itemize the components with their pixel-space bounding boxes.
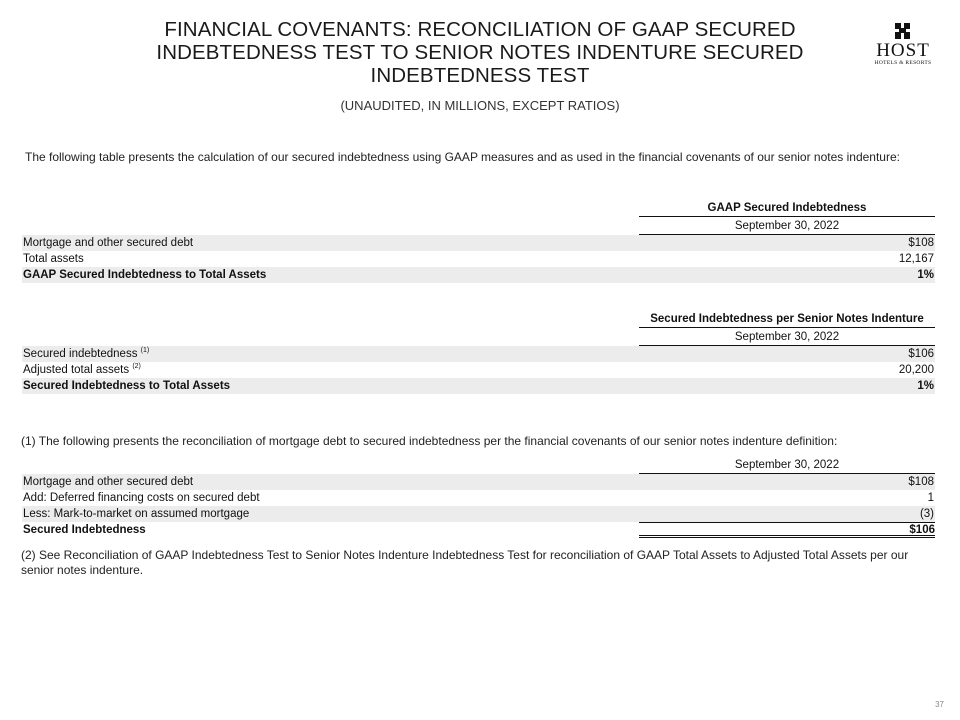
table-row bbox=[22, 474, 935, 490]
table-row bbox=[22, 506, 935, 522]
footnote-marker: (1) bbox=[140, 347, 150, 354]
footnote-1: (1) The following presents the reconciliation of mortgage debt to secured indebtedness per the financial covenants of our senior notes indenture definition: bbox=[21, 434, 838, 448]
gaap-secured-indebtedness-table bbox=[22, 200, 935, 283]
table-row bbox=[22, 378, 935, 394]
row-label: Secured indebtedness $^{(1)}$ bbox=[23, 347, 150, 360]
row-value: 1 bbox=[927, 492, 934, 504]
mortgage-reconciliation-table bbox=[22, 457, 935, 538]
row-value: $108 bbox=[908, 476, 934, 488]
recon-table-date: September 30, 2022 bbox=[639, 457, 935, 474]
row-label: Add: Deferred financing costs on secured debt bbox=[23, 492, 260, 504]
table-row bbox=[22, 362, 935, 378]
logo-wordmark: HOST bbox=[876, 40, 930, 61]
senior-table-heading: Secured Indebtedness per Senior Notes Indenture bbox=[639, 312, 935, 328]
row-value: $106 bbox=[639, 522, 935, 538]
row-value: 12,167 bbox=[898, 253, 934, 265]
row-label: Total assets bbox=[23, 253, 84, 265]
row-label: Less: Mark-to-market on assumed mortgage bbox=[23, 508, 250, 520]
table-row bbox=[22, 522, 935, 538]
table-row bbox=[22, 235, 935, 251]
table-row bbox=[22, 251, 935, 267]
page-subtitle: (UNAUDITED, IN MILLIONS, EXCEPT RATIOS) bbox=[340, 98, 620, 113]
row-label: Secured Indebtedness to Total Assets bbox=[23, 380, 231, 392]
row-label: GAAP Secured Indebtedness to Total Assets bbox=[23, 269, 267, 281]
row-value: 1% bbox=[917, 380, 934, 392]
footnote-2: (2) See Reconciliation of GAAP Indebtedness Test to Senior Notes Indenture Indebtedness Test for reconciliation of GAAP Total Assets to Adjusted Total Assets per our senior notes indenture. bbox=[21, 548, 909, 577]
row-label: Mortgage and other secured debt bbox=[23, 476, 194, 488]
row-value: (3) bbox=[919, 508, 934, 520]
row-value: 20,200 bbox=[898, 364, 934, 376]
host-logo bbox=[868, 22, 938, 67]
page-number: 37 bbox=[935, 700, 944, 709]
gaap-table-date: September 30, 2022 bbox=[639, 218, 935, 235]
row-label: Secured Indebtedness bbox=[23, 524, 146, 536]
senior-notes-indenture-table bbox=[22, 311, 935, 394]
row-value: 1% bbox=[917, 269, 934, 281]
senior-table-date: September 30, 2022 bbox=[639, 329, 935, 346]
logo-tagline: HOTELS & RESORTS bbox=[874, 60, 932, 66]
footnote-marker: (2) bbox=[132, 363, 141, 370]
intro-paragraph: The following table presents the calculation of our secured indebtedness using GAAP measures and as used in the financial covenants of our senior notes indenture: bbox=[25, 150, 900, 164]
table-row bbox=[22, 346, 935, 362]
row-label: Adjusted total assets $^{(2)}$ bbox=[23, 363, 141, 376]
table-row bbox=[22, 267, 935, 283]
page-title: FINANCIAL COVENANTS: RECONCILIATION OF GAAP SECURED INDEBTEDNESS TEST TO SENIOR NOTES INDENTURE SECURED INDEBTEDNESS TEST bbox=[156, 18, 804, 87]
gaap-table-heading: GAAP Secured Indebtedness bbox=[639, 201, 935, 217]
host-logo-mark-icon bbox=[894, 22, 912, 40]
row-label: Mortgage and other secured debt bbox=[23, 237, 194, 249]
table-row bbox=[22, 490, 935, 506]
row-value: $108 bbox=[908, 237, 934, 249]
row-value: $106 bbox=[908, 348, 934, 360]
